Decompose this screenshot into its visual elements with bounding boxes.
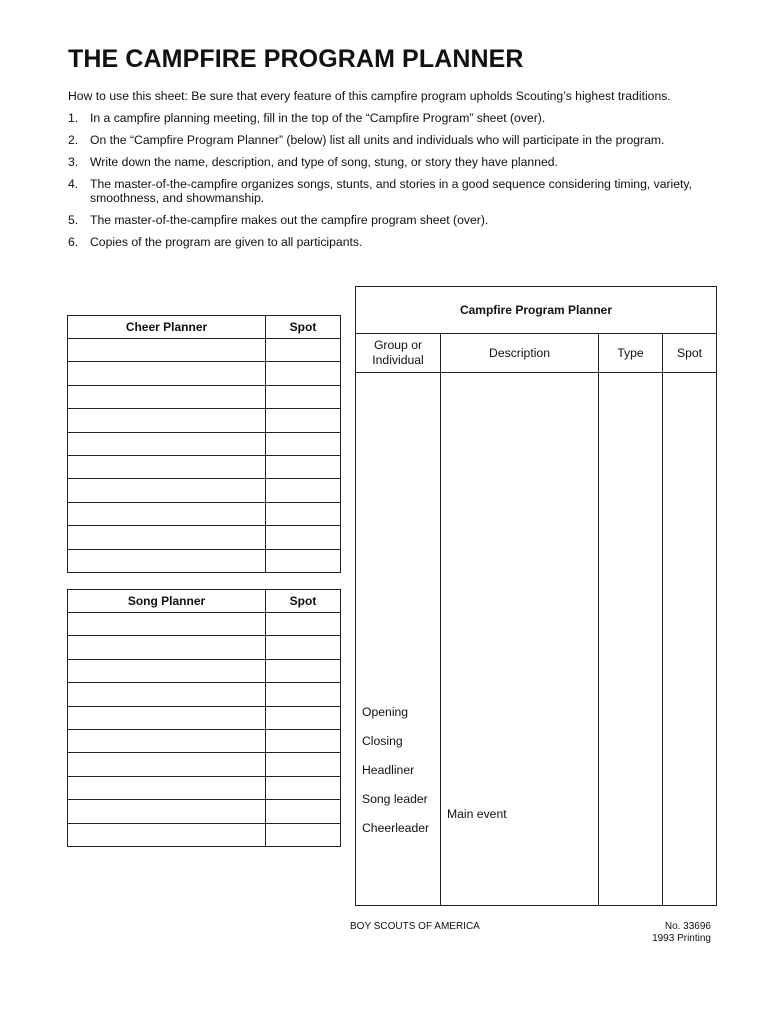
type-column-header: Type [599,334,663,372]
cheer-planner-header: Cheer Planner [68,316,266,339]
table-row [68,502,341,525]
cheer-spot-cell[interactable] [266,339,341,362]
table-row [68,409,341,432]
cheer-name-cell[interactable] [68,409,266,432]
song-name-cell[interactable] [68,776,266,799]
description-column[interactable] [441,373,599,906]
cheer-name-cell[interactable] [68,479,266,502]
description-column-header: Description [441,334,599,372]
cheer-name-cell[interactable] [68,339,266,362]
table-row [68,339,341,362]
table-row [68,526,341,549]
step-text: On the “Campfire Program Planner” (below) list all units and individuals who will participate in the program. [90,133,665,147]
step-number: 1. [68,111,79,125]
step-number: 2. [68,133,79,147]
cheer-spot-cell[interactable] [266,362,341,385]
song-spot-header: Spot [266,590,341,613]
instruction-step [68,111,728,125]
song-spot-cell[interactable] [266,753,341,776]
song-spot-cell[interactable] [266,823,341,846]
role-cheerleader: Cheerleader [362,821,430,835]
table-row [68,549,341,572]
song-name-cell[interactable] [68,683,266,706]
table-row [68,636,341,659]
instruction-step [68,213,728,227]
role-opening: Opening [362,705,409,719]
step-text: The master-of-the-campfire organizes songs, stunts, and stories in a good sequence considering timing, variety, smoothness, and showmanship. [90,177,693,205]
table-row [68,823,341,846]
cheer-planner-table [67,315,341,573]
cheer-spot-cell[interactable] [266,409,341,432]
cheer-spot-cell[interactable] [266,526,341,549]
table-row [68,776,341,799]
cheer-spot-header: Spot [266,316,341,339]
song-name-cell[interactable] [68,613,266,636]
instruction-list [68,111,728,257]
table-row [68,729,341,752]
cheer-name-cell[interactable] [68,526,266,549]
campfire-planner-body [356,373,716,906]
song-name-cell[interactable] [68,753,266,776]
song-spot-cell[interactable] [266,729,341,752]
role-closing: Closing [362,734,403,748]
main-event-label: Main event [447,807,507,821]
instruction-step [68,155,728,169]
instruction-step [68,177,728,205]
song-name-cell[interactable] [68,823,266,846]
table-row [68,659,341,682]
intro-text: How to use this sheet: Be sure that every feature of this campfire program upholds Scouting’s highest traditions. [68,89,671,103]
form-number-block [652,921,711,945]
form-number: No. 33696 [664,921,711,932]
group-column-header: Group or Individual [356,334,441,372]
song-spot-cell[interactable] [266,636,341,659]
role-headliner: Headliner [362,763,415,777]
step-number: 6. [68,235,79,249]
cheer-name-cell[interactable] [68,385,266,408]
step-number: 3. [68,155,79,169]
step-text: Copies of the program are given to all participants. [90,235,363,249]
type-column[interactable] [599,373,663,906]
cheer-name-cell[interactable] [68,502,266,525]
cheer-name-cell[interactable] [68,432,266,455]
campfire-planner-title: Campfire Program Planner [356,287,716,334]
cheer-name-cell[interactable] [68,455,266,478]
step-text: The master-of-the-campfire makes out the campfire program sheet (over). [90,213,489,227]
song-spot-cell[interactable] [266,776,341,799]
page-title: THE CAMPFIRE PROGRAM PLANNER [68,45,524,73]
campfire-planner-column-headers [356,334,716,373]
table-row [68,362,341,385]
instruction-step [68,133,728,147]
role-song-leader: Song leader [362,792,428,806]
cheer-spot-cell[interactable] [266,432,341,455]
song-spot-cell[interactable] [266,800,341,823]
table-row [68,479,341,502]
table-row [68,455,341,478]
song-name-cell[interactable] [68,659,266,682]
step-number: 4. [68,177,79,191]
table-row [68,432,341,455]
table-row [68,753,341,776]
table-row [68,385,341,408]
printing-year: 1993 Printing [652,933,711,944]
table-row [68,706,341,729]
table-row [68,613,341,636]
step-number: 5. [68,213,79,227]
step-text: Write down the name, description, and type of song, stung, or story they have planned. [90,155,558,169]
cheer-name-cell[interactable] [68,362,266,385]
spot-column[interactable] [663,373,716,906]
song-spot-cell[interactable] [266,613,341,636]
song-planner-header: Song Planner [68,590,266,613]
song-name-cell[interactable] [68,706,266,729]
song-planner-table [67,589,341,847]
song-spot-cell[interactable] [266,659,341,682]
song-name-cell[interactable] [68,800,266,823]
role-list [362,705,429,850]
song-name-cell[interactable] [68,729,266,752]
instruction-step [68,235,728,249]
organization-name: BOY SCOUTS OF AMERICA [350,921,480,932]
song-spot-cell[interactable] [266,706,341,729]
spot-column-header: Spot [676,345,703,360]
cheer-spot-cell[interactable] [266,502,341,525]
cheer-spot-cell[interactable] [266,549,341,572]
cheer-spot-cell[interactable] [266,479,341,502]
step-text: In a campfire planning meeting, fill in the top of the “Campfire Program” sheet (over). [90,111,546,125]
song-name-cell[interactable] [68,636,266,659]
group-column[interactable] [356,373,441,906]
campfire-program-planner [355,286,717,906]
song-spot-cell[interactable] [266,683,341,706]
table-row [68,800,341,823]
cheer-name-cell[interactable] [68,549,266,572]
cheer-spot-cell[interactable] [266,455,341,478]
table-row [68,683,341,706]
cheer-spot-cell[interactable] [266,385,341,408]
